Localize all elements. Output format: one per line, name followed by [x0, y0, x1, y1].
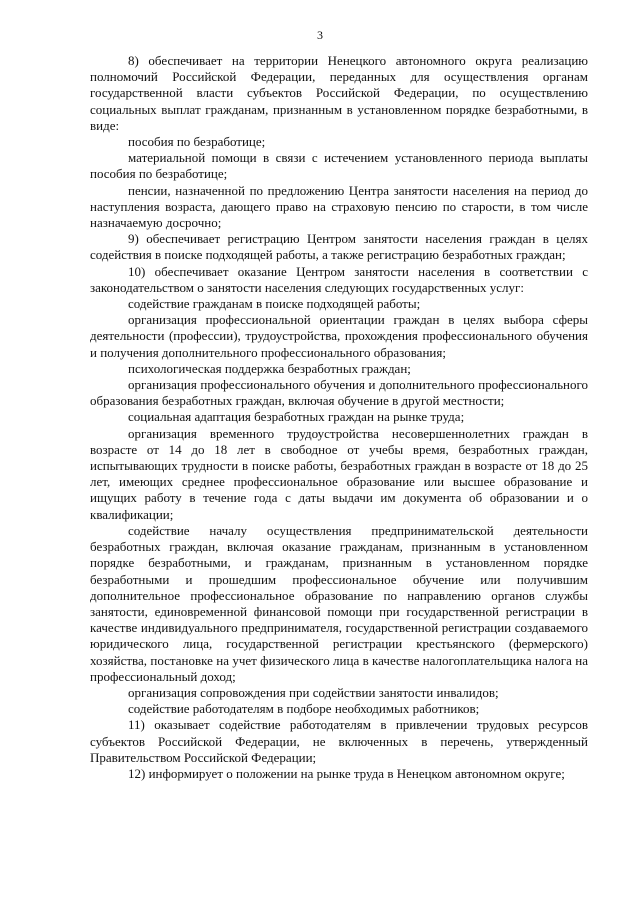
- paragraph-pension: пенсии, назначенной по предложению Центра занятости населения на период до наступления возраста, дающего право на страховую пенсию по старости, в том числе назначаемую досрочно;: [90, 182, 588, 231]
- paragraph-entrepreneurship-support: содействие началу осуществления предпринимательской деятельности безработных граждан, включая оказание гражданам, признанным в установленном порядке безработными, и гражданам, признанным в установленном порядке безработными и прошедшим профессиональное обучение или получившим дополнительное профессиональное образование по направлению органов службы занятости, единовременной финансовой помощи при государственной регистрации в качестве индивидуального предпринимателя, государственной регистрации создаваемого юридического лица, государственной регистрации крестьянского (фермерского) хозяйства, постановке на учет физического лица в качестве налогоплательщика налога на профессиональный доход;: [90, 522, 588, 684]
- paragraph-item-8: 8) обеспечивает на территории Ненецкого автономного округа реализацию полномочий Российской Федерации, переданных для осуществления органам государственной власти субъектов Российской Федерации, по осуществлению социальных выплат гражданам, признанным в установленном порядке безработными, в виде:: [90, 53, 588, 133]
- paragraph-unemployment-benefit: пособия по безработице;: [128, 134, 266, 150]
- paragraph-material-assistance: материальной помощи в связи с истечением установленного периода выплаты пособия по безработице;: [90, 150, 588, 182]
- paragraph-item-9: 9) обеспечивает регистрацию Центром занятости населения граждан в целях содействия в поиске подходящей работы, а также регистрацию безработных граждан;: [90, 231, 588, 263]
- paragraph-item-11: 11) оказывает содействие работодателям в привлечении трудовых ресурсов субъектов Российской Федерации, не включенных в перечень, утвержденный Правительством Российской Федерации;: [90, 717, 588, 765]
- paragraph-job-search-assistance: содействие гражданам в поиске подходящей работы;: [128, 296, 421, 312]
- paragraph-item-10: 10) обеспечивает оказание Центром занятости населения в соответствии с законодательством о занятости населения следующих государственных услуг:: [90, 263, 588, 295]
- document-body: [90, 53, 588, 782]
- paragraph-psychological-support: психологическая поддержка безработных граждан;: [128, 360, 411, 376]
- paragraph-employer-assistance: содействие работодателям в подборе необходимых работников;: [128, 701, 480, 717]
- paragraph-social-adaptation: социальная адаптация безработных граждан на рынке труда;: [128, 409, 465, 425]
- paragraph-vocational-training: организация профессионального обучения и дополнительного профессионального образования безработных граждан, включая обучение в другой местности;: [90, 377, 588, 409]
- paragraph-item-12: 12) информирует о положении на рынке труда в Ненецком автономном округе;: [128, 765, 565, 781]
- page-number: 3: [317, 28, 323, 42]
- paragraph-career-guidance: организация профессиональной ориентации граждан в целях выбора сферы деятельности (профессии), трудоустройства, прохождения профессионального обучения и получения дополнительного профессионального образования;: [90, 312, 588, 360]
- paragraph-disabled-support: организация сопровождения при содействии занятости инвалидов;: [128, 684, 499, 700]
- paragraph-temporary-employment: организация временного трудоустройства несовершеннолетних граждан в возрасте от 14 до 18 лет в свободное от учебы время, безработных граждан, испытывающих трудности в поиске работы, безработных граждан в возрасте от 18 до 25 лет, имеющих среднее профессиональное образование или высшее образование и ищущих работу в течение года с даты выдачи им документа об образовании и о квалификации;: [90, 425, 588, 522]
